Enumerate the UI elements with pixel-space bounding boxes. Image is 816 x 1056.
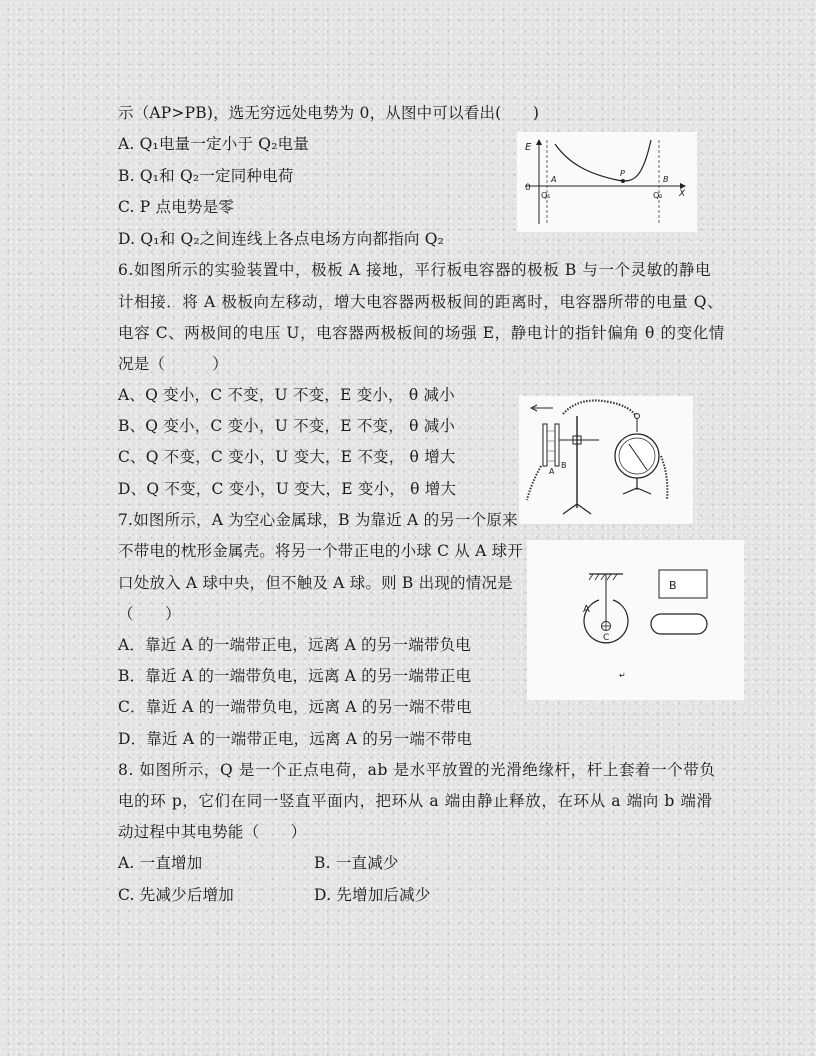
- b-label-box: [659, 570, 707, 598]
- x-axis-label: X: [679, 189, 686, 199]
- plate-a-label: A: [549, 467, 555, 476]
- q6-stem-line-4: 况是（ ）: [118, 355, 228, 373]
- q6-stem-line-1: 6.如图所示的实验装置中，极板 A 接地，平行板电容器的极板 B 与一个灵敏的静电: [118, 261, 712, 279]
- field-graph-figure: [517, 132, 697, 232]
- q6-option-b: B、Q 变小，C 变小，U 不变，E 不变， θ 减小: [118, 417, 456, 435]
- point-a-label: A: [551, 175, 557, 184]
- q8-option-b: B. 一直减少: [314, 854, 399, 872]
- capacitor-electrometer-figure: [519, 396, 693, 524]
- q6-stem-line-2: 计相接．将 A 极板向左移动，增大电容器两极板间的距离时，电容器所带的电量 Q、: [118, 293, 724, 311]
- connecting-wire: [563, 401, 637, 419]
- q8-stem-line-2: 电的环 p，它们在同一竖直平面内，把环从 a 端由静止释放，在环从 a 端向 b 端滑: [118, 792, 713, 810]
- q8-stem-line-3: 动过程中其电势能（ ）: [118, 823, 307, 841]
- q6-option-c: C、Q 不变，C 变小，U 变大，E 不变， θ 增大: [118, 448, 456, 466]
- q8-option-a: A. 一直增加: [118, 854, 203, 872]
- q5-option-a: A. Q₁电量一定小于 Q₂电量: [118, 135, 310, 153]
- q5-option-c: C. P 点电势是零: [118, 198, 235, 216]
- q8-option-c: C. 先减少后增加: [118, 886, 234, 904]
- q7-stem-line-2: 不带电的枕形金属壳。将另一个带正电的小球 C 从 A 球开: [118, 542, 524, 560]
- y-axis-label: E: [525, 142, 532, 153]
- point-p-label: P: [620, 169, 625, 178]
- q7-stem-line-4: （ ）: [118, 605, 181, 623]
- q6-stem-line-3: 电容 C、两极间的电压 U，电容器两极板间的场强 E，静电计的指针偏角 θ 的变化情: [118, 324, 725, 342]
- q7-option-d: D．靠近 A 的一端带正电，远离 A 的另一端不带电: [118, 730, 473, 748]
- sphere-a-label: A: [583, 604, 590, 615]
- pillow-shell-b: [651, 614, 707, 634]
- origin-label: 0: [525, 183, 531, 193]
- plate-b-label: B: [561, 461, 567, 470]
- field-curve: [555, 140, 651, 181]
- q6-option-a: A、Q 变小，C 不变，U 不变，E 变小， θ 减小: [118, 386, 455, 404]
- q5-option-b: B. Q₁和 Q₂一定同种电荷: [118, 167, 294, 185]
- point-p: [621, 179, 625, 183]
- q7-option-a: A．靠近 A 的一端带正电，远离 A 的另一端带负电: [118, 636, 471, 654]
- point-b-label: B: [663, 175, 669, 184]
- q8-stem-line-1: 8. 如图所示，Q 是一个正点电荷，ab 是水平放置的光滑绝缘杆，杆上套着一个带负: [118, 761, 716, 779]
- q7-stem-line-3: 口处放入 A 球中央，但不触及 A 球。则 B 出现的情况是: [118, 574, 513, 592]
- ball-c-label: C: [603, 633, 610, 643]
- q7-stem-line-1: 7.如图所示，A 为空心金属球，B 为靠近 A 的另一个原来: [118, 511, 518, 529]
- shell-b-label: B: [669, 579, 677, 592]
- plate-a: [543, 424, 547, 466]
- plate-b: [555, 424, 559, 466]
- q2-label: Q₂: [653, 191, 663, 200]
- hollow-sphere-figure: [527, 540, 744, 700]
- return-mark: ↵: [619, 671, 626, 680]
- ground-wire: [527, 466, 541, 500]
- q7-option-c: C．靠近 A 的一端带负电，远离 A 的另一端不带电: [118, 698, 472, 716]
- q6-option-d: D、Q 不变，C 变小，U 变大，E 变小， θ 增大: [118, 480, 457, 498]
- electrometer-ground-wire: [661, 456, 667, 500]
- q1-label: Q₁: [541, 191, 551, 200]
- q7-option-b: B．靠近 A 的一端带负电，远离 A 的另一端带正电: [118, 667, 472, 685]
- q5-option-d: D. Q₁和 Q₂之间连线上各点电场方向都指向 Q₂: [118, 230, 445, 248]
- q8-option-d: D. 先增加后减少: [314, 886, 431, 904]
- q5-intro: 示（AP>PB)，选无穷远处电势为 0，从图中可以看出( ): [118, 104, 540, 122]
